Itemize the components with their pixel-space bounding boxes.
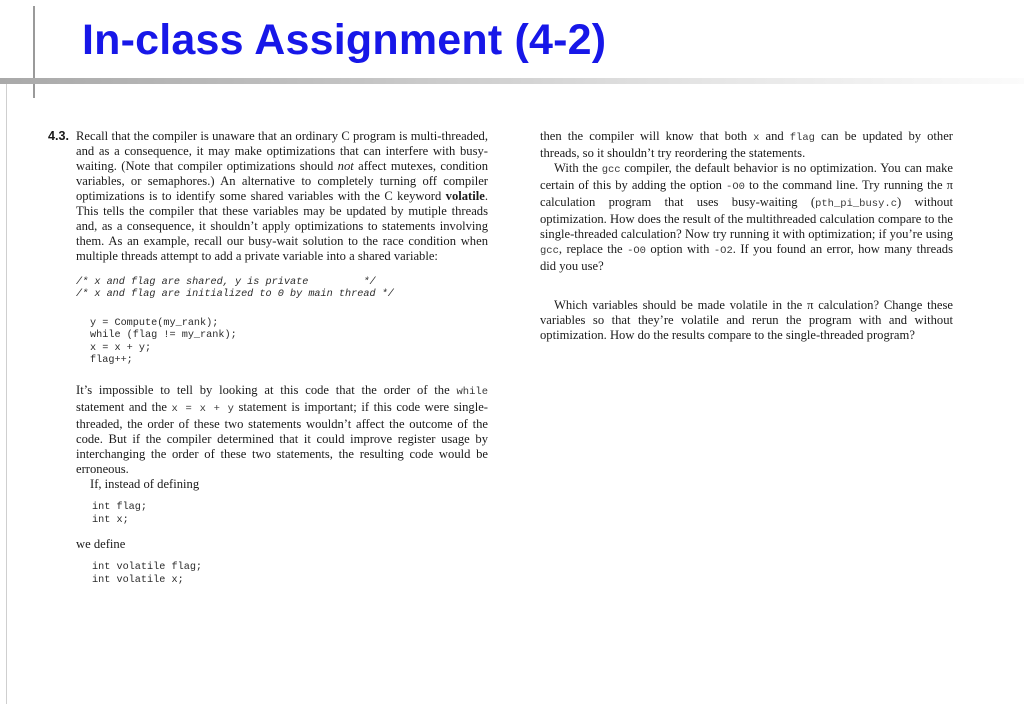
text-run: ) without optimization. How does the result of the multithreaded calculation compare to the single-threaded calculation? Now try running it with optimization; if you’re using <box>540 195 954 241</box>
code-volatile-declarations: int volatile flag; int volatile x; <box>92 562 203 586</box>
problem-paragraph-1 <box>52 129 488 264</box>
continued-paragraph <box>540 129 953 161</box>
text-run: compiler, the default behavior is no optimization. You can make certain of this by adding the option <box>540 161 954 192</box>
slide-title: In-class Assignment (4-2) <box>82 16 607 64</box>
text-run: With the <box>554 161 602 175</box>
inline-code: while <box>456 386 488 399</box>
problem-number: 4.3. <box>48 129 70 143</box>
text-run: . If you found an error, how many threads did you use? <box>540 242 954 273</box>
inline-code: -O0 <box>726 181 745 193</box>
emphasis-not: not <box>337 159 354 173</box>
problem-paragraph-4: we define <box>76 537 126 552</box>
text-run: . This tells the compiler that these variables may be updated by mutiple threads and, as a consequence, it shouldn’t apply optimizations to statements involving them. As an example, recall our busy-wait solution to the race condition when multiple threads attempt to add a private variable into a shared variable: <box>76 189 488 263</box>
inline-code: x = x + y <box>171 403 234 416</box>
code-int-declarations: int flag; int x; <box>92 502 148 526</box>
text-run: affect mutexes, condition variables, or semaphores.) An alternative to completely turning off compiler optimizations is to identify some shared variables with the C keyword <box>76 159 488 203</box>
text-run: If, instead of defining <box>90 477 200 492</box>
text-run: statement is important; if this code were single-threaded, the order of these two statements wouldn’t affect the outcome of the code. But if the compiler determined that it could improve register usage by interchanging the order of these two statements, the resulting code would be erroneous. <box>76 400 488 477</box>
text-run: option with <box>645 242 714 256</box>
inline-code: -O2 <box>713 245 733 257</box>
inline-code: flag <box>789 132 815 144</box>
text-run: and <box>759 129 790 143</box>
title-underline-bar <box>0 78 1024 84</box>
left-column <box>48 129 488 587</box>
text-run: statement and the <box>76 400 172 415</box>
inline-code: x <box>753 132 760 144</box>
volatile-question-paragraph: Which variables should be made volatile in the π calculation? Change these variables so that they’re volatile and rerun the program with and without optimization. How do the results compare to the single-threaded program? <box>540 298 953 342</box>
gcc-paragraph <box>540 161 953 274</box>
text-run: then the compiler will know that both <box>540 129 754 143</box>
text-run: can be updated by other threads, so it shouldn’t try reordering the statements. <box>540 129 953 160</box>
text-run: , replace the <box>558 242 628 256</box>
keyword-volatile: volatile <box>445 189 485 203</box>
code-comment-block: /* x and flag are shared, y is private */ /* x and flag are initialized to 0 by main thread */ <box>76 277 394 301</box>
code-busy-wait-block: y = Compute(my_rank); while (flag != my_rank); x = x + y; flag++; <box>90 317 237 367</box>
title-accent-bar <box>33 6 35 98</box>
inline-code: pth_pi_busy.c <box>815 198 897 210</box>
left-border-line <box>6 80 7 704</box>
text-run: to the command line. Try running the π calculation program that uses busy-waiting ( <box>540 178 953 209</box>
text-run: Recall that the compiler is unaware that an ordinary C program is multi-threaded, and as a consequence, it may make optimizations that can interfere with busy-waiting. (Note that compiler optimizations should <box>76 129 488 173</box>
problem-paragraph-3 <box>52 477 488 492</box>
inline-code: gcc <box>540 245 559 257</box>
text-run: It’s impossible to tell by looking at this code that the order of the <box>76 383 457 398</box>
inline-code: -O0 <box>627 245 646 257</box>
inline-code: gcc <box>601 164 621 176</box>
problem-paragraph-2 <box>52 383 488 477</box>
right-column <box>540 129 953 343</box>
